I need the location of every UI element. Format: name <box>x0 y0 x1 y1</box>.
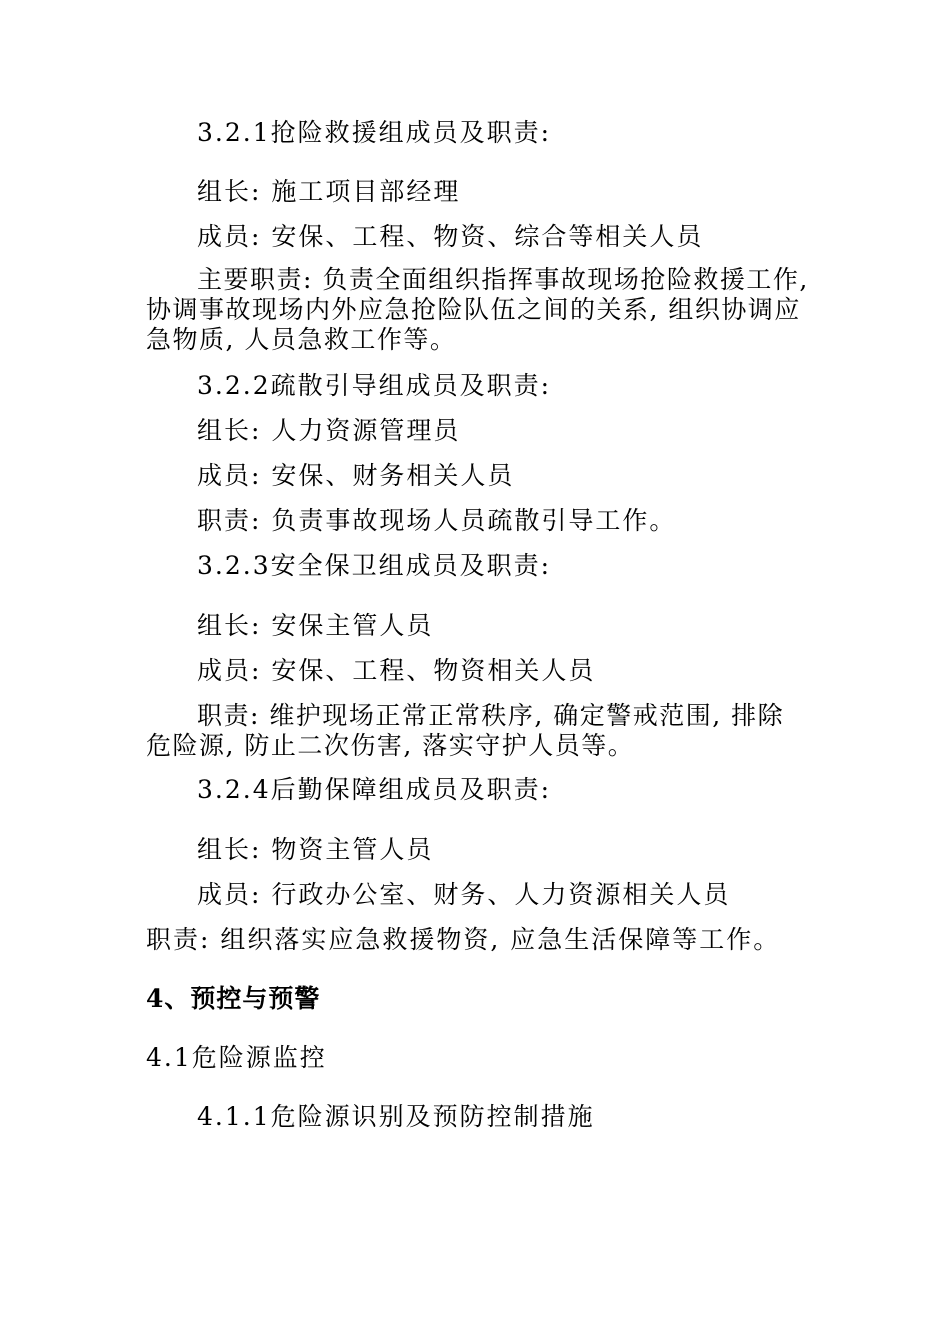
section-3-2-1-duty <box>146 265 809 355</box>
section-3-2-3-heading: 3.2.3安全保卫组成员及职责: <box>197 551 552 580</box>
section-3-2-4-duty: 职责: 组织落实应急救援物资, 应急生活保障等工作。 <box>146 925 781 954</box>
section-4-1-1-heading: 4.1.1危险源识别及预防控制措施 <box>197 1102 595 1131</box>
section-3-2-3-members: 成员: 安保、工程、物资相关人员 <box>197 656 596 685</box>
section-3-2-4-leader: 组长: 物资主管人员 <box>197 835 434 864</box>
section-3-2-3-duty <box>146 701 784 761</box>
section-3-2-1-members: 成员: 安保、工程、物资、综合等相关人员 <box>197 222 704 251</box>
section-3-2-2-leader: 组长: 人力资源管理员 <box>197 416 461 445</box>
chapter-4-title: 4、预控与预警 <box>146 984 321 1013</box>
section-3-2-3-leader: 组长: 安保主管人员 <box>197 611 434 640</box>
section-3-2-4-members: 成员: 行政办公室、财务、人力资源相关人员 <box>197 880 731 909</box>
paragraph-line: 协调事故现场内外应急抢险队伍之间的关系, 组织协调应 <box>146 295 801 324</box>
section-3-2-1-leader: 组长: 施工项目部经理 <box>197 177 461 206</box>
section-3-2-2-members: 成员: 安保、财务相关人员 <box>197 461 515 490</box>
paragraph-line: 主要职责: 负责全面组织指挥事故现场抢险救援工作, <box>197 265 809 294</box>
section-3-2-1-heading: 3.2.1抢险救援组成员及职责: <box>197 118 552 147</box>
section-3-2-2-heading: 3.2.2疏散引导组成员及职责: <box>197 371 552 400</box>
section-3-2-2-duty: 职责: 负责事故现场人员疏散引导工作。 <box>197 506 677 535</box>
paragraph-line: 危险源, 防止二次伤害, 落实守护人员等。 <box>146 731 635 760</box>
section-3-2-4-heading: 3.2.4后勤保障组成员及职责: <box>197 775 552 804</box>
paragraph-line: 职责: 维护现场正常正常秩序, 确定警戒范围, 排除 <box>197 701 785 730</box>
paragraph-line: 急物质, 人员急救工作等。 <box>146 325 457 354</box>
section-4-1-heading: 4.1危险源监控 <box>146 1043 327 1072</box>
